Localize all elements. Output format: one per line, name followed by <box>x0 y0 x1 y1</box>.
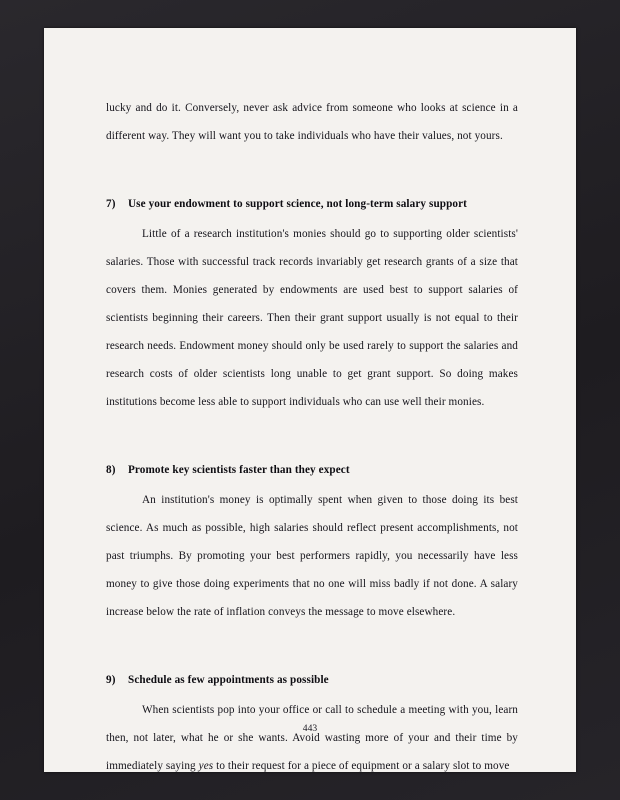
spacer <box>106 420 518 434</box>
section-body-9-emphasis: yes <box>198 760 214 772</box>
section-number-7: 7) <box>106 198 116 210</box>
section-title-9: Schedule as few appointments as possible <box>128 674 329 686</box>
document-page <box>44 28 576 772</box>
section-body-8 <box>106 486 518 626</box>
section-number-9: 9) <box>106 674 116 686</box>
section-body-7-text: Little of a research institution's monies should go to supporting older scientists' salaries. Those with successful track records invariably get research grants of a size that covers them. Monies generated by endowments are used best to support salaries of scientists beginning their careers. Then their grant support usually is not equal to their research needs. Endowment money should only be used rarely to support the salaries and research costs of older scientists long unable to get grant support. So doing makes institutions become less able to support individuals who can use well their monies. <box>106 228 518 408</box>
section-body-9-text-part1: When scientists pop into your office or call to schedule a meeting with you, learn then, not later, what he or she wants. Avoid wasting more of your and their time by immediately saying <box>106 704 518 772</box>
spacer <box>106 630 518 644</box>
section-heading-9 <box>106 670 518 690</box>
section-body-8-text: An institution's money is optimally spent when given to those doing its best science. As much as possible, high salaries should reflect present accomplishments, not past triumphs. By promoting your best performers rapidly, you necessarily have less money to give those doing experiments that no one will miss badly if not done. A salary increase below the rate of inflation conveys the message to move elsewhere. <box>106 494 518 618</box>
section-body-9-text-part2: to their request for a piece of equipment or a salary slot to move <box>213 760 510 772</box>
page-number: 443 <box>302 723 318 734</box>
section-title-7: Use your endowment to support science, not long-term salary support <box>128 198 467 210</box>
page-text-area <box>106 94 518 772</box>
section-heading-8 <box>106 460 518 480</box>
section-title-8: Promote key scientists faster than they expect <box>128 464 350 476</box>
section-number-8: 8) <box>106 464 116 476</box>
section-heading-7 <box>106 194 518 214</box>
spacer <box>106 154 518 168</box>
section-body-9 <box>106 696 518 780</box>
top-paragraph: lucky and do it. Conversely, never ask advice from someone who looks at science in a different way. They will want you to take individuals who have their values, not yours. <box>106 102 518 142</box>
section-body-7 <box>106 220 518 416</box>
